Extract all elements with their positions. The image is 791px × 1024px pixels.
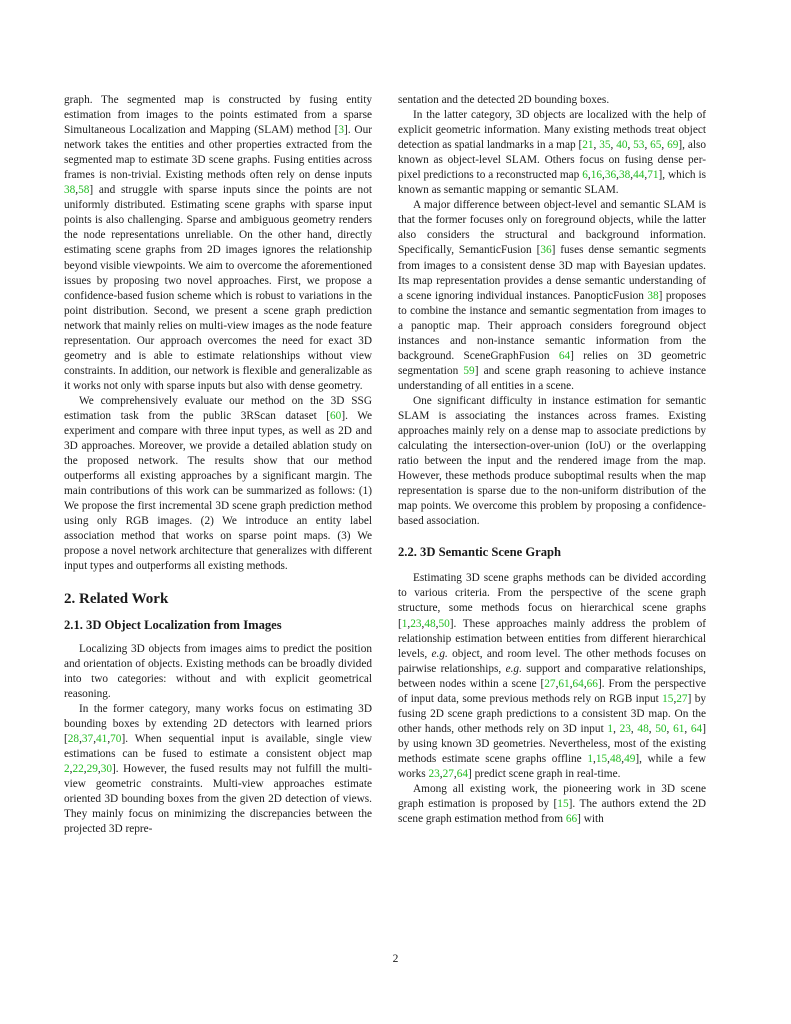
emphasis-text: e.g. [505,662,522,675]
text-run: proposes to combine the instance and semantic segmentation from images to a panoptic map. Their approach considers foreground object instances and non-instance semantic information from the background. SceneGraphFusion [398,289,706,362]
text-run: . Our network takes the entities and other properties extracted from the segmented map to estimate 3D scene graphs. Fusing entities across frames is non-trivial. Existing methods often rely on dense inputs [64,124,372,182]
text-run: , [630,169,634,182]
text-run: , [453,767,457,780]
citation-link[interactable]: 38 [618,169,631,182]
citation-link[interactable]: 61 [558,677,570,690]
text-run: . We experiment and compare with three input types, as well as 2D and 3D approaches. Moreover, we provide a detailed ablation study on the proposed network. The results show that our method outperforms all existing approaches by a significant margin. The main contributions of this work can be summarized as follows: (1) We propose the first incremental 3D scene graph prediction method using only RGB images. (2) We introduce an entity label association method that works on sparse point maps. (3) We propose a novel network architecture that generalizes with different input types and outperforms all existing methods. [64,409,372,573]
text-run: , [627,139,634,152]
text-run: , [593,139,600,152]
text-run: , [583,677,587,690]
text-run: , [69,762,73,775]
citation-link[interactable]: 22 [72,762,84,775]
citation-link[interactable]: 23 [619,722,631,735]
text-run: support and comparative relationships, between nodes within a scene [398,662,706,690]
citation-link[interactable]: 3 [338,124,345,137]
citation-link[interactable]: 1 [607,722,614,735]
citation-link[interactable]: 36 [540,244,552,257]
citation-link[interactable]: 28 [67,732,80,745]
text-run: , [661,139,668,152]
text-run: ]. From the perspective of input data, some previous methods rely on RGB input [398,677,706,705]
citation-link[interactable]: 37 [81,732,94,745]
citation-link[interactable]: 6 [582,169,588,182]
text-run: , [613,722,620,735]
paragraph [64,642,372,702]
citation-link[interactable]: 21 [582,139,594,152]
paragraph: graph. The segmented map is constructed by fusing entity estimation from images to the points estimated from a sparse Simultaneous Localization and Mapping (SLAM) method [3]. Our network takes the entities and other properties extracted from the segmented map to estimate 3D scene graphs. Fusing entities across frames is non-trivial. Existing methods often rely on dense inputs 38,58] and struggle with sparse inputs since the points are not uniformly distributed. Estimating scene graphs with sparse input points is also challenging. Sparse and ambiguous geometry renders the node representations unreliable. On the other hand, directly estimating scene graphs from 2D images ignores the relationship beyond visible viewpoints. We aim to overcome the aforementioned issues by proposing two novel approaches. First, we propose a confidence-based fusion scheme which is robust to variations in the point distribution. Second, we present a scene graph prediction network that mainly relies on multi-view images as the node feature representation. Our approach overcomes the need for exact 3D geometry and is able to estimate relationships without view constraints. In addition, our network is flexible and generalizable as it works not only with sparse inputs but also with dense geometry. [64,94,372,392]
citation-link[interactable]: 66 [586,677,598,690]
text-run: We comprehensively evaluate our method on the 3D SSG estimation task from the public 3RScan dataset [64,394,372,422]
citation-link[interactable]: 15 [662,692,674,705]
text-run: , [75,184,79,197]
text-run: ], while a few works [398,752,706,780]
citation-link[interactable]: 15 [557,798,569,811]
subsection-title: 2.1. 3D Object Localization from Images [64,617,282,632]
text-run: and struggle with sparse inputs since the points are not uniformly distributed. Estimating scene graphs with sparse input points is also challenging. Sparse and ambiguous geometry renders the node representations unreliable. On the other hand, directly estimating scene graphs from 2D images ignores the relationship beyond visible viewpoints. We aim to overcome the aforementioned issues by proposing two novel approaches. First, we propose a confidence-based fusion scheme which is robust to variations in the point distribution. Second, we present a scene graph prediction network that mainly relies on multi-view images as the node feature representation. Our approach overcomes the need for exact 3D geometry and is able to estimate relationships without view constraints. In addition, our network is flexible and generalizable as it works not only with sparse inputs but also with dense geometry. [64,184,372,392]
text-run: , [97,762,101,775]
text-run: , [439,767,443,780]
citation-link[interactable]: 60 [330,409,342,422]
citation-link[interactable]: 66 [565,813,578,826]
paragraph [398,394,706,529]
text-run: , [435,617,439,630]
text-run: , [601,169,605,182]
text-run: Localizing 3D objects from images aims to predict the position and orientation of objects. Existing methods can be broadly divided into two categories: without and with explicit geometrical reasoning. [64,642,372,700]
text-run: , [421,617,425,630]
text-run: , [555,677,559,690]
paragraph: We comprehensively evaluate our method on the 3D SSG estimation task from the public 3RScan dataset [60]. We experiment and compare with three input types, as well as 2D and 3D approaches. Moreover, we provide a detailed ablation study on the proposed network. The results show that our method outperforms all existing approaches by a significant margin. The main contributions of this work can be summarized as follows: (1) We propose the first incremental 3D scene graph prediction method using only RGB images. (2) We introduce an entity label association method that works on sparse point maps. (3) We propose a novel network architecture that generalizes with different input types and outperforms all existing methods. [64,394,372,573]
text-run: , [644,169,648,182]
citation-link[interactable]: 44 [633,169,645,182]
text-run: object, and room level. The other methods focuses on pairwise relationships, [398,647,707,675]
citation-link[interactable]: 50 [655,722,667,735]
subsection-title: 2.2. 3D Semantic Scene Graph [398,545,562,560]
citation-link[interactable]: 48 [609,752,622,765]
citation-link[interactable]: 48 [637,722,649,735]
citation-link[interactable]: 53 [633,139,645,152]
text-run: , [621,752,625,765]
text-run: ]. These approaches mainly address the problem of relationship estimation between entities from different hierarchical levels, [398,617,706,660]
citation-link[interactable]: 36 [604,169,617,182]
text-run: ]. When sequential input is available, single view estimations can be fused to estimate a consistent object map [64,732,372,760]
text-run: , [569,677,573,690]
citation-link[interactable]: 41 [96,732,108,745]
citation-link[interactable]: 64 [456,767,468,780]
text-run: , [107,732,111,745]
citation-link[interactable]: 38 [64,184,76,197]
text-run: and scene graph reasoning to achieve instance understanding of all entities in a scene. [398,364,706,392]
citation-link[interactable]: 1 [401,617,408,630]
citation-link[interactable]: 71 [647,169,659,182]
citation-link[interactable]: 27 [676,692,688,705]
text-run: , [684,722,691,735]
text-run: , [673,692,677,705]
citation-link[interactable]: 65 [650,139,662,152]
text-run: , [648,722,656,735]
text-run: , [79,732,82,745]
citation-link[interactable]: 48 [424,617,436,630]
right-column [398,93,706,827]
text-run: , [616,169,619,182]
citation-link[interactable]: 15 [595,752,608,765]
left-column [64,93,372,837]
citation-link[interactable]: 40 [616,139,628,152]
section-title: 2. Related Work [64,590,169,607]
citation-link[interactable]: 23 [410,617,422,630]
citation-link[interactable]: 16 [590,169,602,182]
emphasis-text: e.g. [431,647,448,660]
paragraph: Estimating 3D scene graphs methods can be divided according to various criteria. From the perspective of the scene graph structure, some methods focus on hierarchical scene graphs [1,23,48,50]. These approaches mainly address the problem of relationship estimation between entities from different hierarchical levels, e.g. object, and room level. The other methods focuses on pairwise relationships, e.g. support and comparative relationships, between nodes within a scene [27,61,64,66]. From the perspective of input data, some previous methods rely on RGB input 15,27] by fusing 2D scene graph predictions to a consistent 3D map. On the other hands, other methods rely on 3D input 1, 23, 48, 50, 61, 64] by using known 3D geometries. Nevertheless, most of the existing methods estimate scene graphs offline 1,15,48,49], while a few works 23,27,64] predict scene graph in real-time. [398,572,707,780]
citation-link[interactable]: 64 [690,722,703,735]
text-run: ], also known as object-level SLAM. Others focus on fusing dense per-pixel predictions to a reconstructed map [398,139,707,182]
text-run: In the former category, many works focus on estimating 3D bounding boxes by extending 2D detectors with learned priors [64,702,372,730]
text-run: , [83,762,87,775]
text-run: ] by using known 3D geometries. Nevertheless, most of the existing methods estimate scene graphs offline [398,722,706,765]
paragraph: A major difference between object-level and semantic SLAM is that the former focuses only on foreground objects, while the latter also considers the structural and background information. Specifically, SemanticFusion [36] fuses dense semantic segments from images to a consistent dense 3D map with Bayesian updates. Its map representation provides a dense semantic understanding of a scene ignoring individual instances. PanopticFusion 38] proposes to combine the instance and semantic segmentation from images to a panoptic map. Their approach considers foreground object instances and non-instance semantic information from the background. SceneGraphFusion 64] relies on 3D geometric segmentation 59] and scene graph reasoning to achieve instance understanding of all entities in a scene. [398,199,706,392]
text-run: ], which is known as semantic mapping or semantic SLAM. [398,169,706,197]
citation-link[interactable]: 27 [442,767,454,780]
text-run: In the latter category, 3D objects are localized with the help of explicit geometric information. Many existing methods treat object detection as spatial landmarks in a map [398,109,706,152]
page-number: 2 [392,953,399,965]
text-run: , [587,169,591,182]
text-run: One significant difficulty in instance estimation for semantic SLAM is associating the instances across frames. Existing approaches mainly rely on a dense map to associate predictions by calculating the intersection-over-union (IoU) or the overlapping ratio between the input and the rendered image from the map. However, these methods produce suboptimal results when the map representation is sparse due to the non-uniform distribution of the map points. We overcome this problem by proposing a confidence-based association. [398,394,706,528]
text-run: ]. However, the fused results may not fulfill the multi-view geometric constraints. Multi-view approaches estimate oriented 3D bounding boxes from the given 2D detection of views. They mainly focus on minimizing the discrepancies between the projected 3D repre- [64,762,372,836]
text-run: , [644,139,651,152]
citation-link[interactable]: 23 [428,767,440,780]
text-run: , [593,752,596,765]
citation-link[interactable]: 70 [110,732,122,745]
text-run: , [407,617,411,630]
text-run: sentation and the detected 2D bounding boxes. [398,94,610,106]
text-run: , [630,722,638,735]
citation-link[interactable]: 30 [100,762,113,775]
text-run: with [580,813,604,826]
citation-link[interactable]: 50 [438,617,450,630]
text-run: , [666,722,674,735]
text-run: A major difference between object-level and semantic SLAM is that the former focuses only on foreground objects, while the latter also considers the structural and background information. Specifically, SemanticFusion [398,199,706,257]
citation-link[interactable]: 64 [558,349,571,362]
citation-link[interactable]: 58 [78,184,90,197]
text-run: . The authors extend the 2D scene graph estimation method from [398,798,707,826]
text-run: fuses dense semantic segments from images to a consistent dense 3D map with Bayesian updates. Its map representation provides a dense semantic understanding of a scene ignoring individual instances. PanopticFusion [398,244,706,302]
paragraph [398,93,706,108]
text-run: Among all existing work, the pioneering work in 3D scene graph estimation is proposed by [398,783,706,811]
citation-link[interactable]: 61 [673,722,685,735]
citation-link[interactable]: 29 [86,762,98,775]
text-run: ] by fusing 2D scene graph predictions to a consistent 3D map. On the other hands, other methods rely on 3D input [398,692,706,735]
citation-link[interactable]: 2 [64,762,70,775]
text-run: , [607,752,610,765]
text-run: relies on 3D geometric segmentation [398,349,706,377]
citation-link[interactable]: 35 [599,139,611,152]
citation-link[interactable]: 69 [667,139,679,152]
citation-link[interactable]: 27 [544,677,556,690]
text-run: , [610,139,617,152]
citation-link[interactable]: 1 [587,752,593,765]
citation-link[interactable]: 49 [624,752,636,765]
citation-link[interactable]: 38 [647,289,659,302]
text-run: graph. The segmented map is constructed by fusing entity estimation from images to the points estimated from a sparse Simultaneous Localization and Mapping (SLAM) method [64,94,372,137]
citation-link[interactable]: 64 [572,677,584,690]
paragraph: Among all existing work, the pioneering work in 3D scene graph estimation is proposed by [15]. The authors extend the 2D scene graph estimation method from 66] with [398,783,707,826]
citation-link[interactable]: 59 [463,364,475,377]
paragraph: In the former category, many works focus on estimating 3D bounding boxes by extending 2D detectors with learned priors [28,37,41,70]. When sequential input is available, single view estimations can be fused to estimate a consistent object map 2,22,29,30]. However, the fused results may not fulfill the multi-view geometric constraints. Multi-view approaches estimate oriented 3D bounding boxes from the given 2D detection of views. They mainly focus on minimizing the discrepancies between the projected 3D repre- [64,702,372,836]
text-run: Estimating 3D scene graphs methods can be divided according to various criteria. From the perspective of the scene graph structure, some methods focus on hierarchical scene graphs [398,572,706,615]
text-run: ] predict scene graph in real-time. [468,767,621,780]
text-run: , [93,732,97,745]
paragraph: In the latter category, 3D objects are localized with the help of explicit geometric information. Many existing methods treat object detection as spatial landmarks in a map [21, 35, 40, 53, 65, 69], also known as object-level SLAM. Others focus on fusing dense per-pixel predictions to a reconstructed map 6,16,36,38,44,71], which is known as semantic mapping or semantic SLAM. [398,109,707,197]
